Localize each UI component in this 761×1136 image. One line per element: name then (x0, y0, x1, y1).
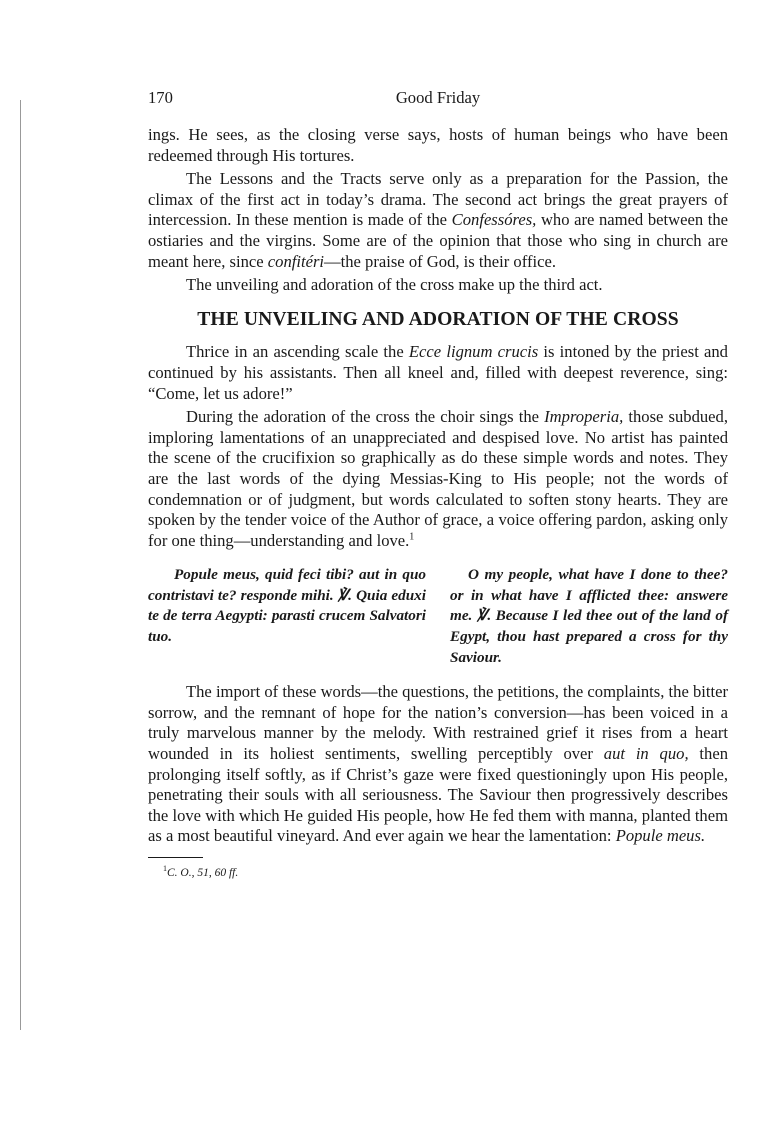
paragraph-third-act: The unveiling and adoration of the cross make up the third act. (186, 275, 603, 295)
running-title: Good Friday (395, 88, 481, 107)
section-heading: THE UNVEILING AND ADORATION OF THE CROSS (197, 308, 679, 330)
english-column: O my people, what have I done to thee? or in what have I afflicted thee: answere me. ℣. Because I led thee out of the land of Egypt, thou hast prepared a cross for thy Saviour. (450, 566, 728, 666)
footnote-reference: 1 (409, 531, 415, 543)
scan-margin-line (20, 100, 21, 1030)
paragraph-improperia: During the adoration of the cross the choir sings the Improperia, those subdued, imploring lamentations of an unappreciated and despised love. No artist has painted the scene of the crucifixion so graphically as do these simple words and notes. They are the last words of the dying Messias-King to His people; not the words of condemnation or of judgment, but words calculated to soften stony hearts. They are spoken by the tender voice of the Author of grace, a voice offering pardon, asking only for one thing—understanding and love.$^1$ (148, 407, 728, 550)
footnote (148, 862, 728, 880)
latin-column: Popule meus, quid feci tibi? aut in quo contristavi te? responde mihi. ℣. Quia eduxi te de terra Aegypti: parasti crucem Salvatori tuo. (148, 566, 426, 646)
parallel-text (148, 565, 728, 668)
footnote-mark: 1 (163, 864, 167, 873)
paragraph-continuation: ings. He sees, as the closing verse says, hosts of human beings who have been redeemed through His tortures. (148, 125, 728, 165)
footnote-text: C. O., 51, 60 ff. (167, 866, 239, 879)
page-header (148, 88, 728, 110)
paragraph-ecce-lignum: Thrice in an ascending scale the Ecce lignum crucis is intoned by the priest and continued by his assistants. Then all kneel and, filled with deepest reverence, sing: “Come, let us adore!” (148, 342, 728, 403)
page-number: 170 (148, 88, 173, 107)
paragraph-lessons: The Lessons and the Tracts serve only as a preparation for the Passion, the climax of the first act in today’s drama. The second act brings the great prayers of intercession. In these mention is made of the Confessóres, who are named between the ostiaries and the virgins. Some are of the opinion that those who sing in church are meant here, since confitéri—the praise of God, is their office. (148, 169, 728, 271)
footnote-rule (148, 857, 203, 858)
paragraph-import: The import of these words—the questions, the petitions, the complaints, the bitter sorrow, and the remnant of hope for the nation’s conversion—has been voiced in a truly marvelous manner by the melody. With restrained grief it rises from a heart wounded in its holiest sentiments, swelling perceptibly over aut in quo, then prolonging itself softly, as if Christ’s gaze were fixed questioningly upon His people, penetrating their souls with all seriousness. The Saviour then progressively describes the love with which He guided His people, how He fed them with manna, planted them as a most beautiful vineyard. And ever again we hear the lamentation: Popule meus. (148, 682, 728, 846)
book-page (148, 88, 728, 880)
